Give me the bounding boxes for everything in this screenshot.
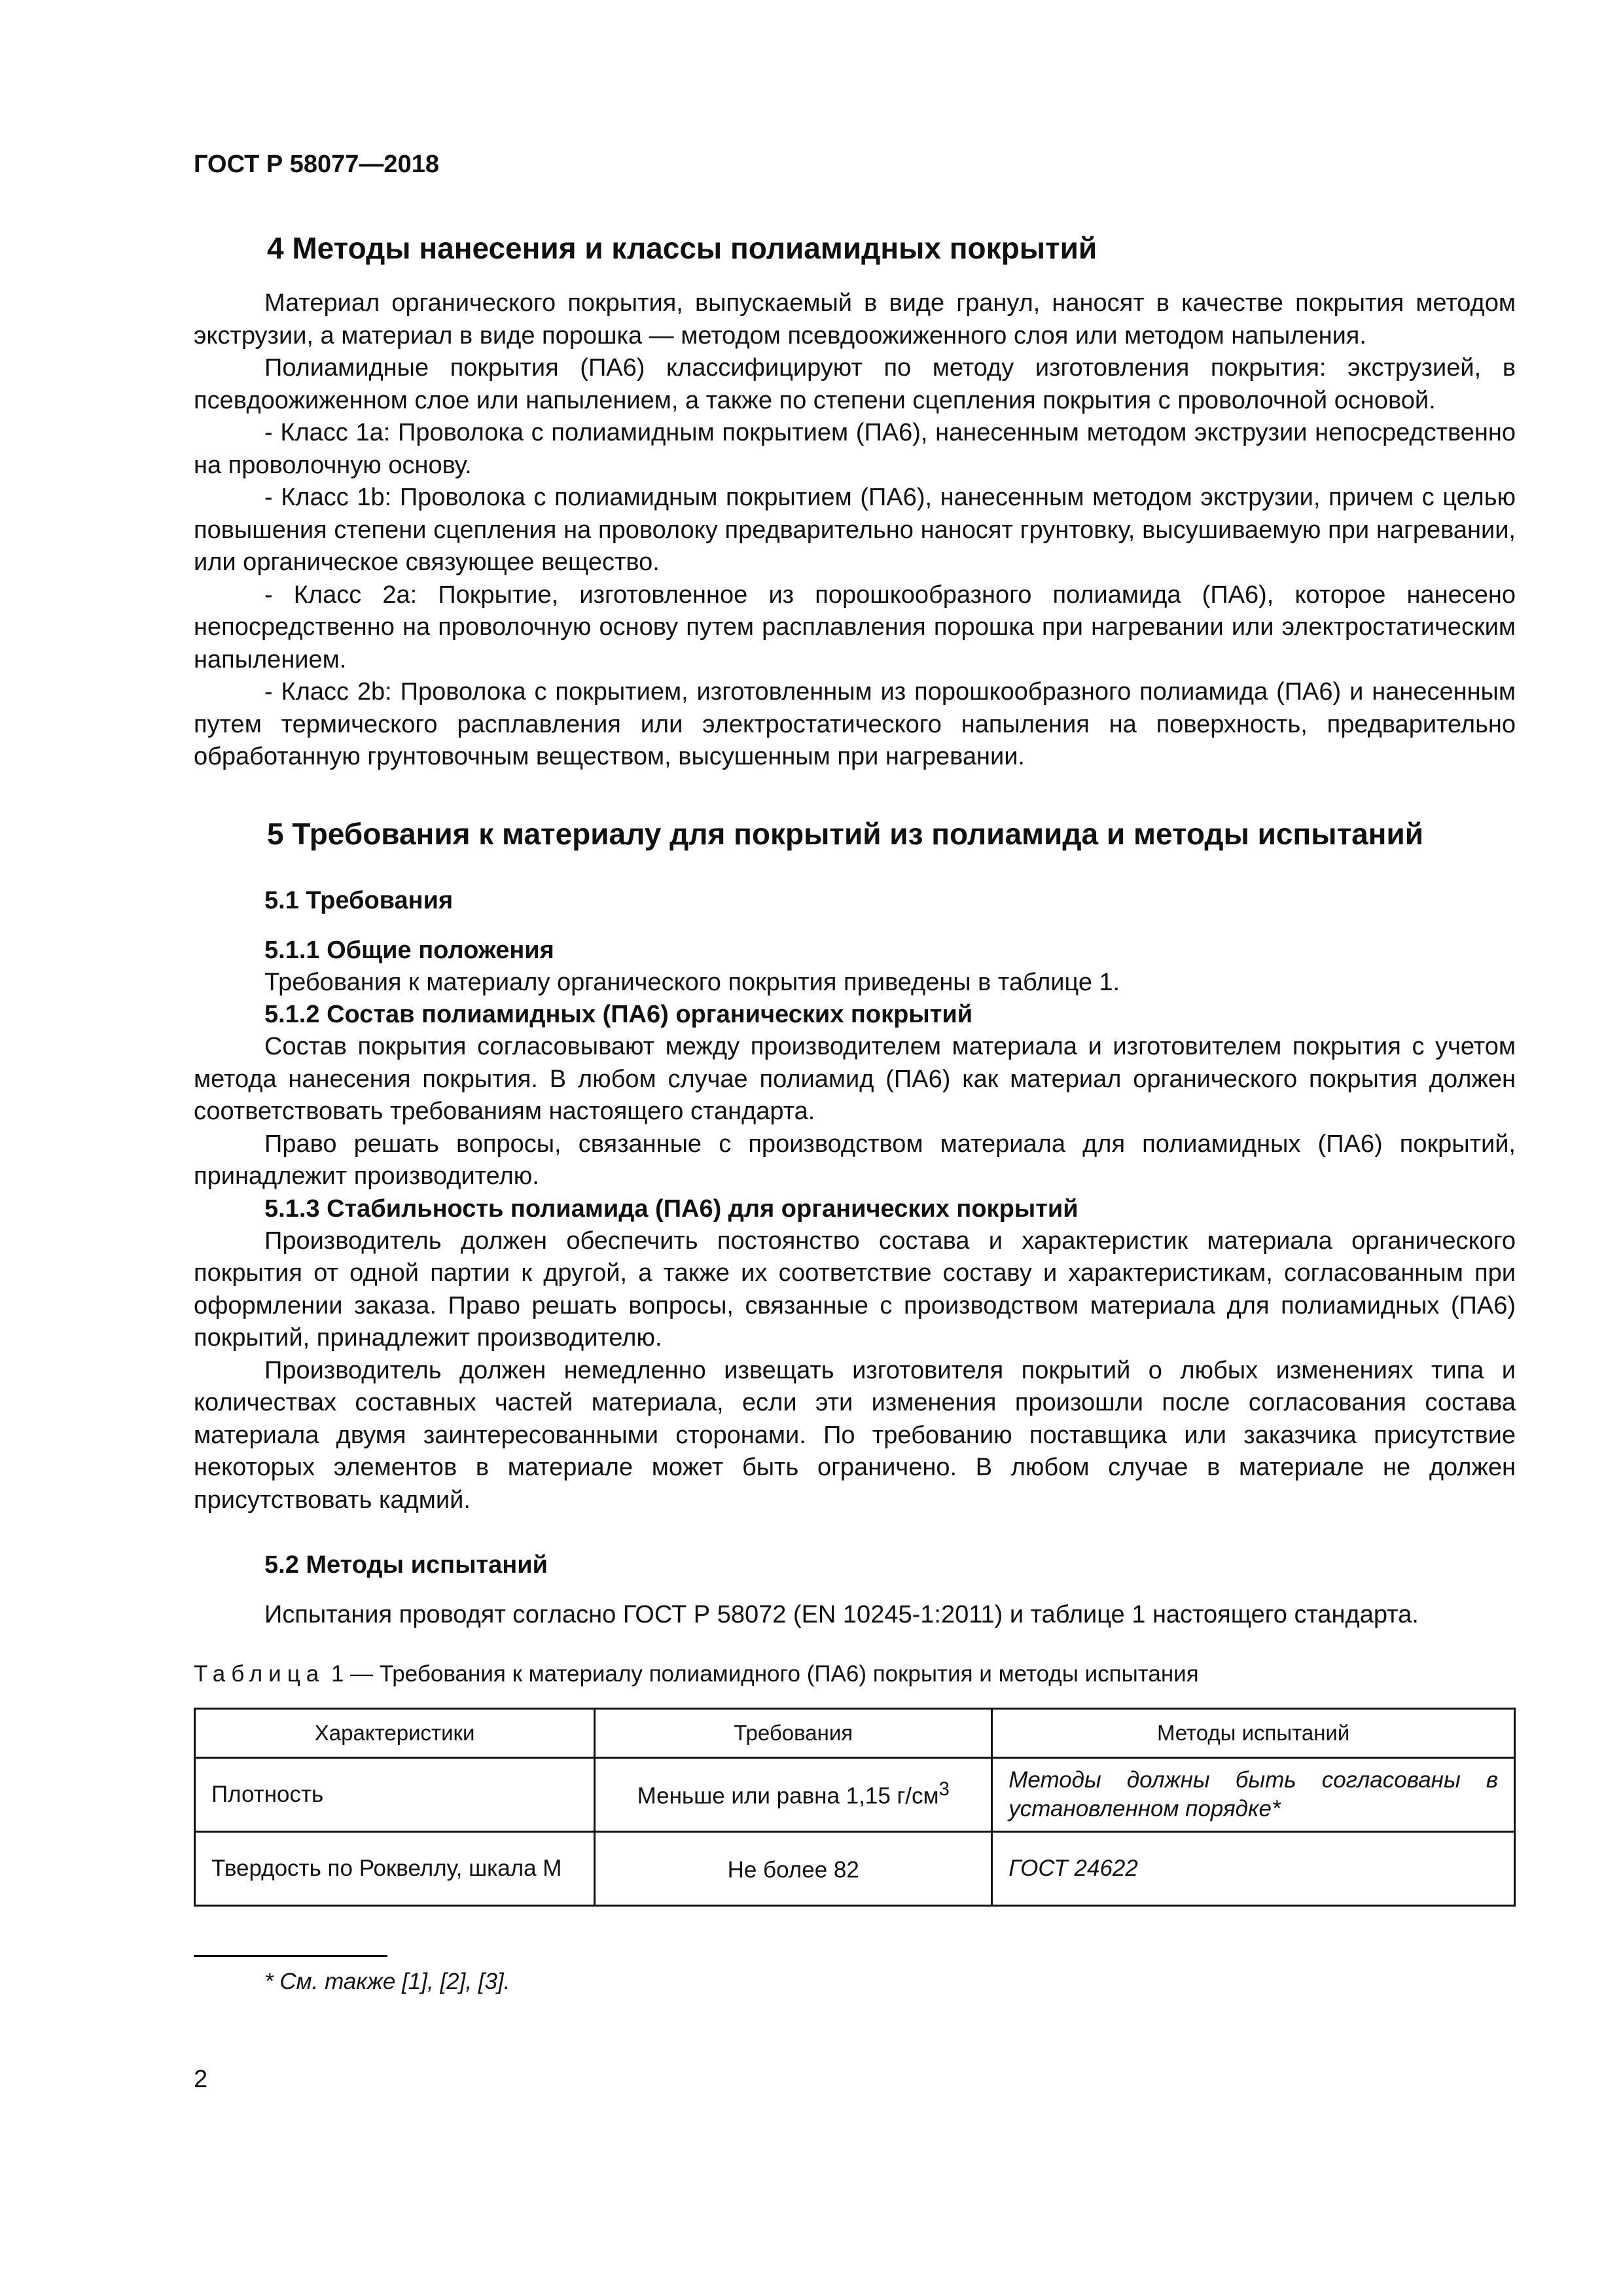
subsection-5-1-3-paragraph: Производитель должен немедленно извещать изготовителя покрытий о любых изменениях типа и количествах составных частей материала, если эти изменения произошли после согласования состава материала двумя заинтересованными сторонами. По требованию поставщика или заказчика присутствие некоторых элементов в материале может быть ограничено. В любом случае в материале не должен присутствовать кадмий. [194, 1356, 1516, 1514]
table-cell-requirement [595, 1831, 992, 1905]
section-5-title: 5 Требования к материалу для покрытий из полиамида и методы испытаний [267, 816, 1424, 851]
footnote: * См. также [1], [2], [3]. [264, 1968, 510, 1994]
subsection-5-1-2-paragraph: Право решать вопросы, связанные с производством материала для полиамидных (ПА6) покрытий, принадлежит производителю. [194, 1130, 1516, 1190]
class-2a-item: - Класс 2a: Покрытие, изготовленное из порошкообразного полиамида (ПА6), которое нанесено непосредственно на проволочную основу путем расплавления порошка при нагревании или электростатическим напылением. [194, 581, 1516, 673]
table-cell-method: ГОСТ 24622 [992, 1831, 1515, 1905]
subsection-5-1-1-title: 5.1.1 Общие положения [264, 936, 554, 964]
subsection-5-1-title: 5.1 Требования [264, 886, 454, 914]
requirements-table [194, 1708, 1516, 1907]
document-page [194, 151, 1516, 1995]
table-caption-label: Таблица [194, 1660, 325, 1687]
table-cell-characteristic: Плотность [195, 1757, 595, 1831]
subsection-5-1-2-paragraph: Состав покрытия согласовывают между производителем материала и изготовителем покрытия с учетом метода нанесения покрытия. В любом случае полиамид (ПА6) как материал органического покрытия должен соответствовать требованиям настоящего стандарта. [194, 1033, 1516, 1125]
subsection-5-2-title: 5.2 Методы испытаний [264, 1551, 548, 1579]
subsection-5-1-1-paragraph: Требования к материалу органического покрытия приведены в таблице 1. [264, 968, 1120, 996]
section-4-paragraph: Полиамидные покрытия (ПА6) классифицируют по методу изготовления покрытия: экструзией, в псевдоожиженном слое или напылением, а также по степени сцепления покрытия с проволочной основой. [194, 354, 1516, 414]
subsection-5-2-paragraph: Испытания проводят согласно ГОСТ Р 58072 (EN 10245-1:2011) и таблице 1 настоящего стандарта. [264, 1601, 1419, 1628]
class-1b-item: - Класс 1b: Проволока с полиамидным покрытием (ПА6), нанесенным методом экструзии, причем с целью повышения степени сцепления на проволоку предварительно наносят грунтовку, высушиваемую при нагревании, или органическое связующее вещество. [194, 484, 1516, 576]
table-row [195, 1831, 1515, 1905]
requirement-value: Не более 82 [727, 1857, 859, 1883]
table-header-cell: Характеристики [195, 1708, 595, 1757]
class-2b-item: - Класс 2b: Проволока с покрытием, изготовленным из порошкообразного полиамида (ПА6) и нанесенным путем термического расплавления или электростатического напыления на поверхность, предварительно обработанную грунтовочным веществом, высушенным при нагревании. [194, 678, 1516, 770]
subsection-5-1-3-title: 5.1.3 Стабильность полиамида (ПА6) для органических покрытий [264, 1194, 1079, 1223]
table-header-cell: Требования [595, 1708, 992, 1757]
table-caption-text: 1 — Требования к материалу полиамидного (ПА6) покрытия и методы испытания [330, 1660, 1199, 1687]
document-header: ГОСТ Р 58077—2018 [194, 151, 439, 178]
subsection-5-1-3-paragraph: Производитель должен обеспечить постоянство состава и характеристик материала органического покрытия от одной партии к другой, а также их соответствие составу и характеристикам, согласованным при оформлении заказа. Право решать вопросы, связанные с производством материала для полиамидных (ПА6) покрытий, принадлежит производителю. [194, 1227, 1516, 1352]
requirement-value: Меньше или равна 1,15 г/см [637, 1783, 939, 1809]
table-header-cell: Методы испытаний [992, 1708, 1515, 1757]
table-caption [194, 1659, 1516, 1689]
unit-superscript: 3 [938, 1779, 950, 1801]
section-4-paragraph: Материал органического покрытия, выпускаемый в виде гранул, наносят в качестве покрытия методом экструзии, а материал в виде порошка — методом псевдоожиженного слоя или методом напыления. [194, 289, 1516, 350]
subsection-5-1-2-title: 5.1.2 Состав полиамидных (ПА6) органических покрытий [264, 1001, 973, 1028]
table-header-row [195, 1708, 1515, 1757]
table-row [195, 1757, 1515, 1831]
page-number: 2 [194, 2066, 208, 2093]
footnote-divider [194, 1955, 387, 1957]
section-4-title: 4 Методы нанесения и классы полиамидных покрытий [267, 231, 1097, 265]
class-1a-item: - Класс 1a: Проволока с полиамидным покрытием (ПА6), нанесенным методом экструзии непосредственно на проволочную основу. [194, 419, 1516, 479]
table-cell-method: Методы должны быть согласованы в установленном порядке* [992, 1757, 1515, 1831]
table-cell-characteristic: Твердость по Роквеллу, шкала М [195, 1831, 595, 1905]
table-cell-requirement [595, 1757, 992, 1831]
